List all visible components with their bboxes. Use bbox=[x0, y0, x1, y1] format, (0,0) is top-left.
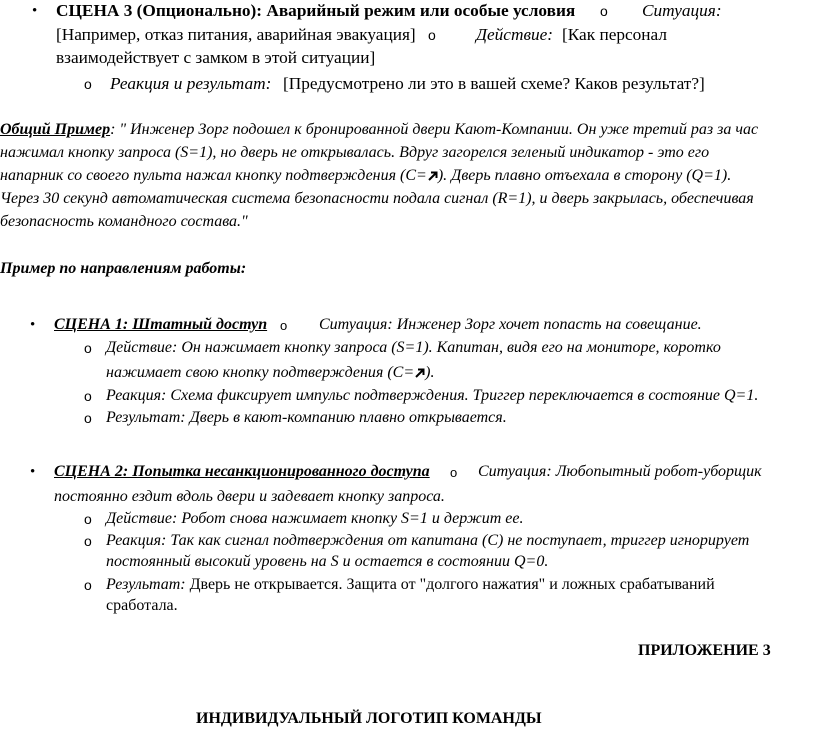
sub-marker: o bbox=[600, 3, 608, 19]
sub-marker: o bbox=[84, 577, 92, 593]
general-example-line-1: Общий Пример: " Инженер Зорг подошел к бронированной двери Кают-Компании. Он уже третий раз за час bbox=[0, 121, 759, 138]
scene1-result: Результат: Дверь в кают-компанию плавно открывается. bbox=[106, 409, 507, 426]
sub-marker: o bbox=[84, 410, 92, 426]
scene2-result-line-2: сработала. bbox=[106, 597, 178, 614]
scene1-action-line-2: нажимает свою кнопку подтверждения (C= ). bbox=[106, 364, 435, 381]
scene2-reaction-line-2: постоянный высокий уровень на S и остается в состоянии Q=0. bbox=[106, 553, 549, 570]
scene1-action-line-1: Действие: Он нажимает кнопку запроса (S=1). Капитан, видя его на мониторе, коротко bbox=[106, 339, 721, 356]
scene1-situation: Ситуация: Инженер Зорг хочет попасть на совещание. bbox=[319, 316, 702, 333]
bullet: • bbox=[30, 464, 36, 480]
scene3-action-text: [Как персонал bbox=[562, 25, 668, 44]
sub-marker: o bbox=[84, 340, 92, 356]
sub-marker: o bbox=[450, 465, 458, 480]
sub-marker: o bbox=[84, 388, 92, 404]
scene2-result-line-1: Результат: Дверь не открывается. Защита от "долгого нажатия" и ложных срабатываний bbox=[106, 576, 715, 593]
general-example-line-3: напарник со своего пульта нажал кнопку подтверждения (C= ). Дверь плавно отъехала в сторону (Q=1). bbox=[0, 167, 732, 184]
bullet: • bbox=[32, 3, 38, 19]
sub-marker: o bbox=[84, 511, 92, 527]
general-example-label: Общий Пример bbox=[0, 121, 111, 138]
arrow-up-right-icon bbox=[414, 367, 425, 378]
sub-marker: o bbox=[280, 318, 288, 333]
sub-marker: o bbox=[84, 76, 92, 92]
scene2-situation-line-2: постоянно ездит вдоль двери и задевает кнопку запроса. bbox=[54, 488, 445, 505]
scene2-reaction-line-1: Реакция: Так как сигнал подтверждения от капитана (C) не поступает, триггер игнорирует bbox=[106, 532, 750, 549]
scene3-situation-label: Ситуация: bbox=[642, 1, 722, 20]
scene2-action: Действие: Робот снова нажимает кнопку S=1 и держит ее. bbox=[106, 510, 524, 527]
general-example-line-4: Через 30 секунд автоматическая система безопасности подала сигнал (R=1), и дверь закрылась, обеспечивая bbox=[0, 190, 754, 207]
general-example-line-2: нажимал кнопку запроса (S=1), но дверь не открывалась. Вдруг загорелся зеленый индикатор - это его bbox=[0, 144, 710, 161]
scene3-action-label: Действие: bbox=[476, 25, 554, 44]
scene3-situation-text: [Например, отказ питания, аварийная эвакуация] bbox=[56, 25, 416, 44]
directions-heading: Пример по направлениям работы: bbox=[0, 260, 247, 277]
scene2-situation-line-1: Ситуация: Любопытный робот-уборщик bbox=[478, 463, 762, 480]
scene2-result-label: Результат: bbox=[106, 576, 186, 593]
scene3-reaction-label: Реакция и результат: bbox=[110, 74, 272, 93]
bullet: • bbox=[30, 317, 36, 333]
arrow-up-right-icon bbox=[427, 170, 438, 181]
appendix-subtitle: ИНДИВИДУАЛЬНЫЙ ЛОГОТИП КОМАНДЫ bbox=[196, 710, 542, 727]
appendix-title: ПРИЛОЖЕНИЕ 3 bbox=[638, 642, 771, 659]
scene2-title: СЦЕНА 2: Попытка несанкционированного доступа bbox=[54, 463, 430, 480]
scene1-reaction: Реакция: Схема фиксирует импульс подтверждения. Триггер переключается в состояние Q=1. bbox=[106, 387, 759, 404]
scene3-reaction-text: [Предусмотрено ли это в вашей схеме? Каков результат?] bbox=[283, 74, 705, 93]
sub-marker: o bbox=[428, 27, 436, 43]
scene3-title: СЦЕНА 3 (Опционально): Аварийный режим или особые условия bbox=[56, 1, 576, 20]
scene3-action-text-cont: взаимодействует с замком в этой ситуации] bbox=[56, 48, 376, 67]
scene1-title: СЦЕНА 1: Штатный доступ bbox=[54, 316, 268, 333]
sub-marker: o bbox=[84, 533, 92, 549]
general-example-line-5: безопасность командного состава." bbox=[0, 213, 248, 230]
